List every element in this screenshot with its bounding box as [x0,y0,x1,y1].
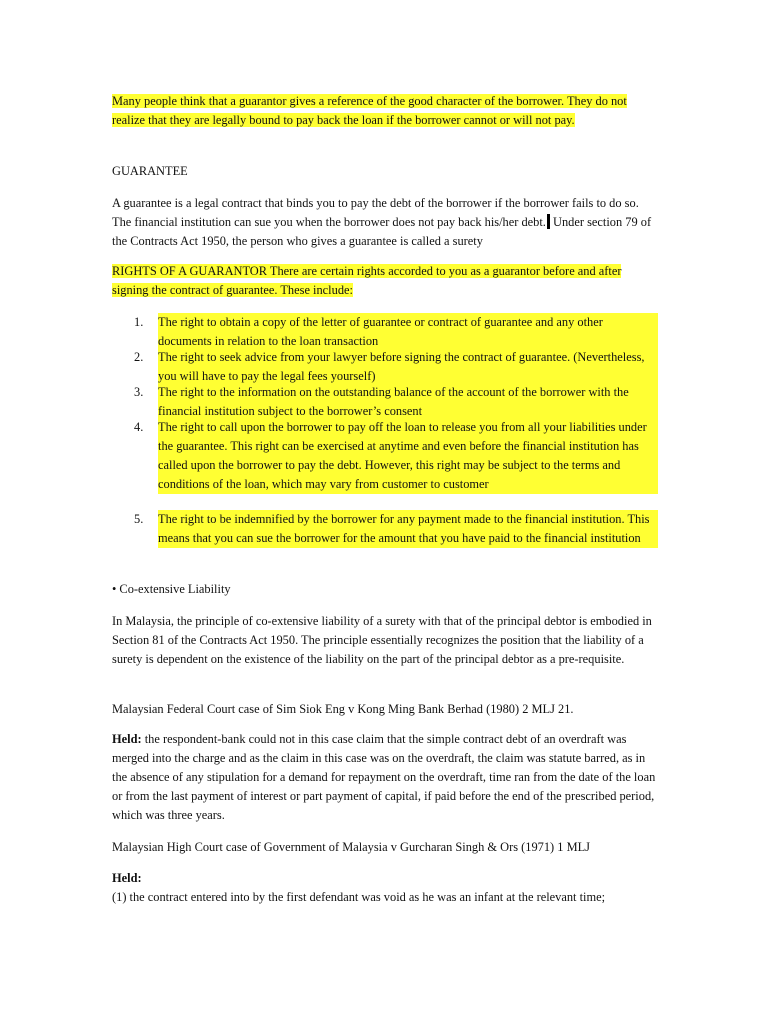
list-item-text: The right to be indemnified by the borrower for any payment made to the financial institution. This means that you can sue the borrower for the amount that you have paid to the financial institution [158,510,658,548]
held-label: Held: [112,732,142,746]
held-text: the respondent-bank could not in this case claim that the simple contract debt of an overdraft was merged into the charge and as the claim in this case was on the overdraft, the claim was statute barred, as in the absence of any stipulation for a demand for repayment on the overdraft, time ran from the date of the loan or from the last payment of interest or part payment of capital, if paid before the end of the prescribed period, which was three years. [112,732,656,822]
list-number: 3. [134,385,144,399]
list-number: 2. [134,350,144,364]
guarantee-heading: GUARANTEE [112,164,188,178]
intro-paragraph [112,92,656,130]
guarantee-text: A guarantee is a legal contract that binds you to pay the debt of the borrower if the borrower fails to do so. The financial institution can sue you when the borrower does not pay back his/her debt. [112,196,639,229]
coextensive-paragraph: In Malaysia, the principle of co-extensive liability of a surety with that of the principal debtor is embodied in Section 81 of the Contracts Act 1950. The principle essentially recognizes the position that the liability of a surety is dependent on the existence of the liability on the part of the principal debtor as a pre-requisite. [112,614,652,666]
case-citation-2: Malaysian High Court case of Government of Malaysia v Gurcharan Singh & Ors (1971) 1 MLJ [112,840,590,854]
list-item-text: The right to seek advice from your lawyer before signing the contract of guarantee. (Nevertheless, you will have to pay the legal fees yourself) [158,348,658,386]
coextensive-heading: • Co-extensive Liability [112,582,231,596]
held-text: (1) the contract entered into by the first defendant was void as he was an infant at the relevant time; [112,890,606,904]
rights-intro-text: RIGHTS OF A GUARANTOR There are certain rights accorded to you as a guarantor before and after signing the contract of guarantee. These include: [112,264,622,297]
text-cursor [547,214,550,229]
list-number: 1. [134,315,144,329]
guarantee-paragraph [112,194,656,251]
list-item-text: The right to the information on the outstanding balance of the account of the borrower with the financial institution subject to the borrower’s consent [158,383,658,421]
list-item-text: The right to obtain a copy of the letter of guarantee or contract of guarantee and any other documents in relation to the loan transaction [158,313,658,351]
guarantee-text-2: Under section 79 of the Contracts Act 1950, the person who gives a guarantee is called a surety [112,215,652,248]
list-number: 4. [134,420,144,434]
case-citation-1: Malaysian Federal Court case of Sim Siok Eng v Kong Ming Bank Berhad (1980) 2 MLJ 21. [112,702,574,716]
list-item-text: The right to call upon the borrower to pay off the loan to release you from all your liabilities under the guarantee. This right can be exercised at anytime and even before the financial institution has called upon the borrower to pay the debt. However, this right may be subject to the terms and conditions of the loan, which may vary from customer to customer [158,418,658,494]
rights-intro-paragraph [112,262,656,300]
held-paragraph-1 [112,730,656,825]
list-number: 5. [134,512,144,526]
held-label: Held: [112,871,142,885]
intro-text: Many people think that a guarantor gives a reference of the good character of the borrower. They do not realize that they are legally bound to pay back the loan if the borrower cannot or will not pay. [112,94,627,127]
held-paragraph-2 [112,869,656,907]
